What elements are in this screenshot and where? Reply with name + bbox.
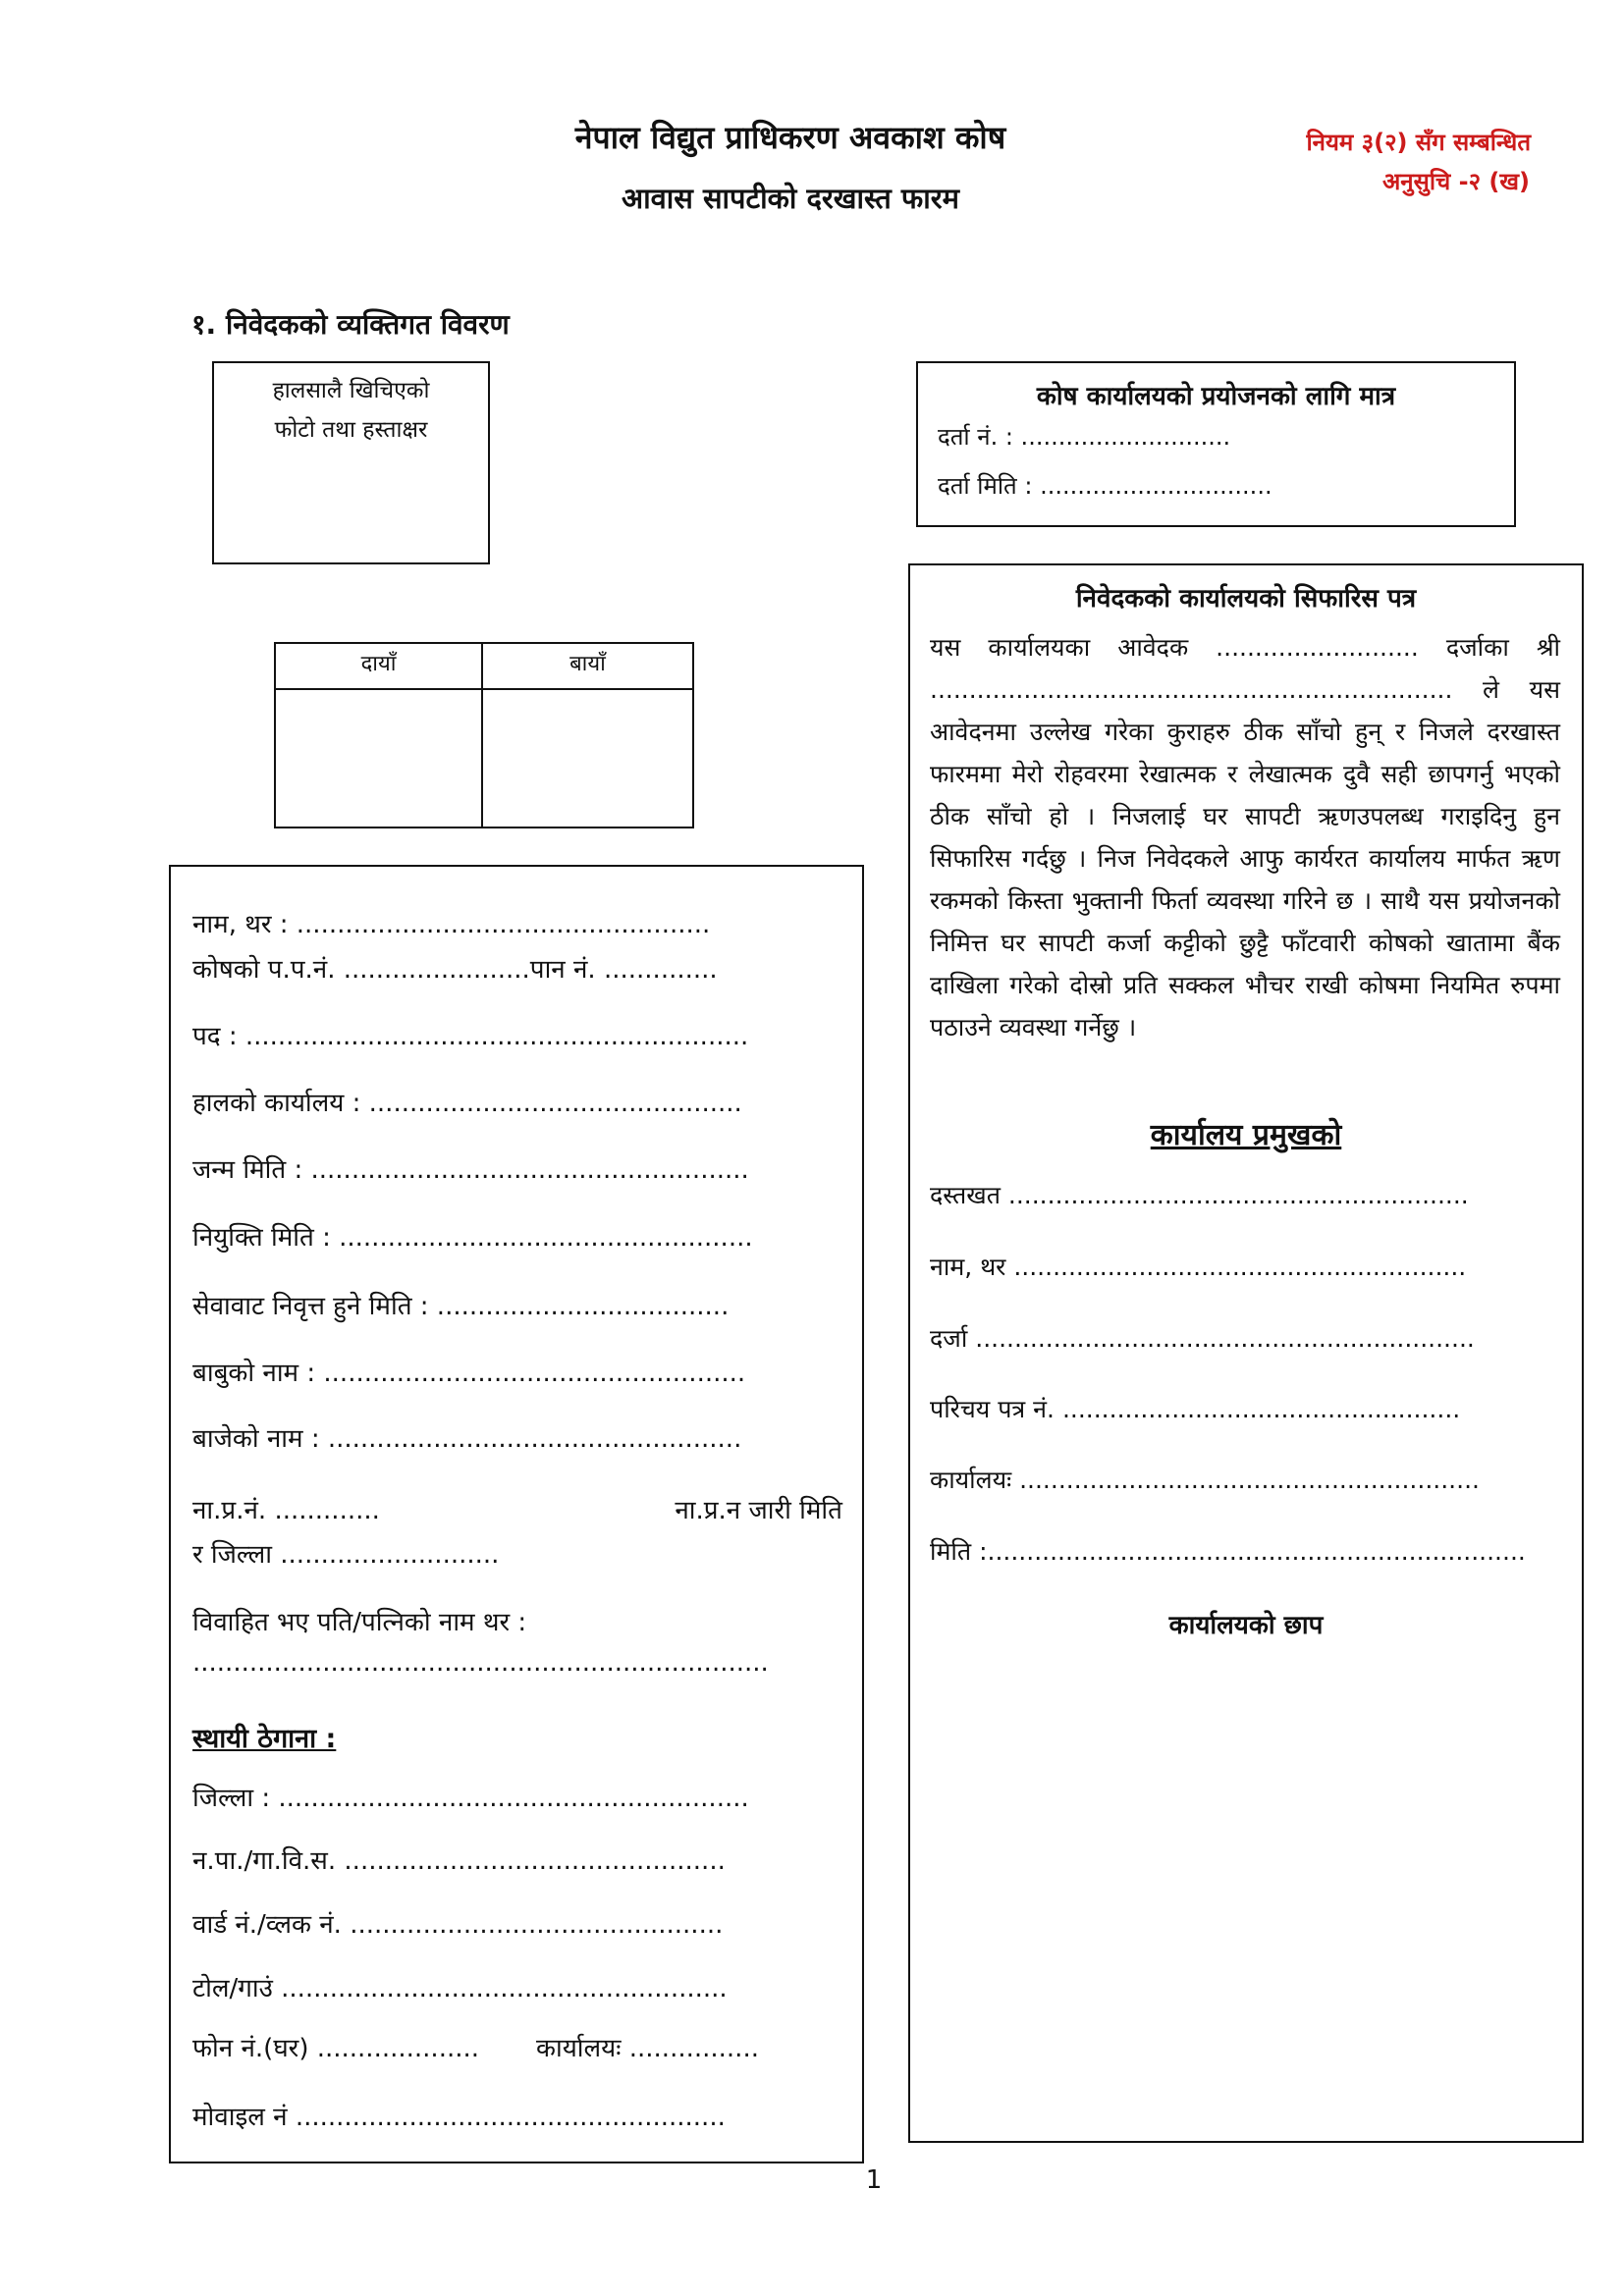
photo-box[interactable] <box>212 361 490 564</box>
current-office-field[interactable]: हालको कार्यालय : .............................................. <box>192 1089 742 1118</box>
spouse-name-label: विवाहित भए पति/पत्निको नाम थर : <box>192 1608 527 1637</box>
signature-field[interactable]: दस्तखत ........................................................... <box>930 1181 1469 1209</box>
ward-field[interactable]: वार्ड नं./व्लक नं. .............................................. <box>192 1910 724 1940</box>
mobile-field[interactable]: मोवाइल नं ..................................................... <box>192 2103 726 2132</box>
spouse-name-field[interactable]: ....................................................................... <box>192 1648 769 1678</box>
thumb-left-header: बायाँ <box>482 643 693 689</box>
rule-reference: नियम ३(२) सँग सम्बन्धित <box>1306 129 1531 156</box>
page-number: 1 <box>865 2165 883 2195</box>
district-field[interactable]: जिल्ला : .......................................................... <box>192 1784 749 1813</box>
rank-field[interactable]: दर्जा ................................................................ <box>930 1324 1475 1353</box>
form-subtitle: आवास सापटीको दरखास्त फारम <box>621 182 960 215</box>
citizenship-number-field[interactable]: ना.प्र.नं. ............. <box>192 1496 380 1525</box>
home-phone-field[interactable]: फोन नं.(घर) .................... <box>192 2034 480 2063</box>
head-name-field[interactable]: नाम, थर .......................................................... <box>930 1253 1467 1281</box>
applicant-details-box <box>169 865 864 2163</box>
thumb-left-cell[interactable] <box>482 689 693 828</box>
office-use-title: कोष कार्यालयको प्रयोजनको लागि मात्र <box>1036 382 1396 411</box>
photo-box-line1: हालसालै खिचिएको <box>272 378 430 403</box>
thumbprint-table <box>274 642 694 828</box>
citizenship-issue-label: ना.प्र.न जारी मिति <box>675 1496 842 1525</box>
date-of-birth-field[interactable]: जन्म मिति : ...................................................... <box>192 1155 749 1185</box>
recommendation-body: यस कार्यालयका आवेदक .......................... दर्जाका श्री ................................................................... ले यस आवेदनमा उल्लेख गरेका कुराहरु ठीक साँचो हुन् र निजले दरखास्त फारममा मेरो रोहवरमा रेखात्मक र लेखात्मक दुवै सही छापगर्नु भएको ठीक साँचो हो । निजलाई घर सापटी ऋणउपलब्ध गराइदिनु हुन सिफारिस गर्दछु । निज निवेदकले आफु कार्यरत कार्यालय मार्फत ऋण रकमको किस्ता भुक्तानी फिर्ता व्यवस्था गरिने छ । साथै यस प्रयोजनको निमित्त घर सापटी कर्जा कट्टीको छुट्टै फाँटवारी कोषको खातामा बैंक दाखिला गरेको दोस्रो प्रति सक्कल भौचर राखी कोषमा नियमित रुपमा पठाउने व्यवस्था गर्नेछु । <box>930 633 1560 1041</box>
office-use-box <box>916 361 1516 527</box>
office-field[interactable]: कार्यालयः ........................................................... <box>930 1466 1480 1494</box>
recommendation-title: निवेदकको कार्यालयको सिफारिस पत्र <box>1075 584 1417 614</box>
retirement-date-field[interactable]: सेवावाट निवृत्त हुने मिति : .................................... <box>192 1292 730 1321</box>
office-stamp-label: कार्यालयको छाप <box>1168 1611 1324 1640</box>
thumb-right-header: दायाँ <box>275 643 482 689</box>
citizenship-district-field[interactable]: र जिल्ला ........................... <box>192 1540 500 1570</box>
section-title: १. निवेदकको व्यक्तिगत विवरण <box>191 308 510 341</box>
photo-box-line2: फोटो तथा हस्ताक्षर <box>274 417 428 443</box>
permanent-address-heading: स्थायी ठेगाना : <box>192 1724 337 1754</box>
fund-pf-number-field[interactable]: कोषको प.प.नं. .......................पान नं. .............. <box>192 955 718 985</box>
recommendation-box <box>908 563 1584 2143</box>
tole-field[interactable]: टोल/गाउं ....................................................... <box>192 1974 728 2003</box>
municipality-field[interactable]: न.पा./गा.वि.स. ............................................... <box>192 1846 726 1876</box>
registration-number-field[interactable]: दर्ता नं. : ............................ <box>938 423 1231 451</box>
grandfather-name-field[interactable]: बाजेको नाम : ................................................... <box>192 1424 742 1454</box>
date-field[interactable]: मिति :..................................................................... <box>930 1537 1526 1566</box>
id-card-number-field[interactable]: परिचय पत्र नं. ................................................... <box>930 1395 1461 1423</box>
registration-date-field[interactable]: दर्ता मिति : ............................... <box>938 472 1272 500</box>
name-field[interactable]: नाम, थर : ................................................... <box>192 910 711 939</box>
form-title: नेपाल विद्युत प्राधिकरण अवकाश कोष <box>574 119 1006 156</box>
thumb-right-cell[interactable] <box>275 689 482 828</box>
appointment-date-field[interactable]: नियुक्ति मिति : ................................................... <box>192 1223 753 1253</box>
post-field[interactable]: पद : .............................................................. <box>192 1022 749 1051</box>
office-head-title: कार्यालय प्रमुखको <box>1150 1118 1342 1152</box>
schedule-reference: अनुसुचि -२ (ख) <box>1381 168 1530 195</box>
office-phone-field[interactable]: कार्यालयः ................ <box>536 2034 759 2063</box>
father-name-field[interactable]: बाबुको नाम : .................................................... <box>192 1359 746 1388</box>
